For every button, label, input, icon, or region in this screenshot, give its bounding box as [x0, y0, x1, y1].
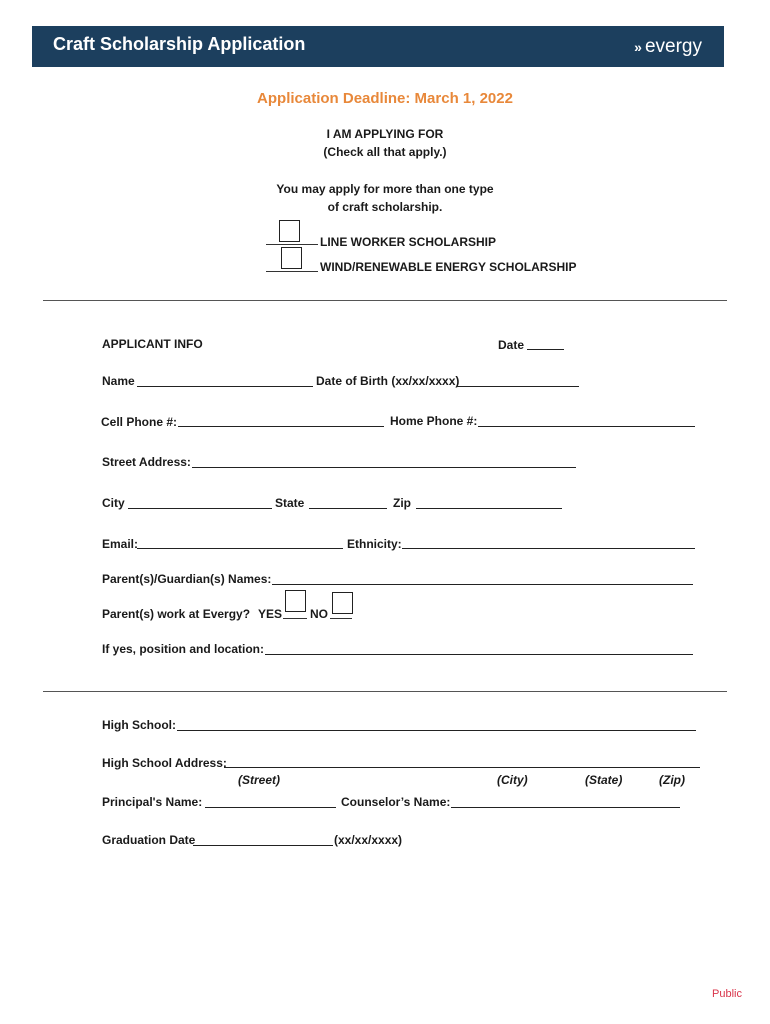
state-label: State: [275, 496, 305, 510]
wind-renewable-checkbox[interactable]: [281, 247, 302, 269]
street-sublabel: (Street): [238, 773, 281, 787]
city-field[interactable]: [128, 508, 272, 509]
email-field[interactable]: [137, 548, 343, 549]
zip-label: Zip: [393, 496, 411, 510]
date-label: Date: [498, 338, 525, 352]
graduation-format: (xx/xx/xxxx): [334, 833, 403, 847]
email-label: Email:: [102, 537, 139, 551]
dob-label: Date of Birth (xx/xx/xxxx): [316, 374, 460, 388]
parents-names-label: Parent(s)/Guardian(s) Names:: [102, 572, 272, 586]
high-school-field[interactable]: [177, 730, 696, 731]
logo-text: evergy: [644, 36, 702, 57]
cell-phone-label: Cell Phone #:: [101, 415, 178, 429]
school-address-label: High School Address:: [102, 756, 227, 770]
home-phone-label: Home Phone #:: [390, 414, 478, 428]
option-line: [266, 271, 318, 272]
ethnicity-label: Ethnicity:: [347, 537, 402, 551]
option-line: [266, 244, 318, 245]
ethnicity-field[interactable]: [402, 548, 695, 549]
line-worker-label: LINE WORKER SCHOLARSHIP: [320, 235, 497, 249]
line-worker-checkbox[interactable]: [279, 220, 300, 242]
counselor-field[interactable]: [451, 807, 680, 808]
position-field[interactable]: [265, 654, 693, 655]
apply-note-line2: of craft scholarship.: [327, 200, 443, 214]
parent-work-label: Parent(s) work at Evergy?: [102, 607, 251, 621]
street-address-label: Street Address:: [102, 455, 191, 469]
wind-renewable-label: WIND/RENEWABLE ENERGY SCHOLARSHIP: [320, 260, 577, 274]
no-checkbox[interactable]: [332, 592, 353, 614]
zip-field[interactable]: [416, 508, 562, 509]
apply-note-line1: You may apply for more than one type: [276, 182, 494, 196]
application-deadline: Application Deadline: March 1, 2022: [257, 90, 513, 107]
position-label: If yes, position and location:: [102, 642, 265, 656]
applying-for-heading: I AM APPLYING FOR: [326, 127, 444, 141]
name-field[interactable]: [137, 386, 313, 387]
graduation-label: Graduation Date: [102, 833, 196, 847]
classification-label: Public: [712, 988, 742, 1000]
state-sublabel: (State): [585, 773, 623, 787]
home-phone-field[interactable]: [478, 426, 695, 427]
yes-line: [283, 618, 307, 619]
principal-label: Principal's Name:: [102, 795, 203, 809]
check-all-note: (Check all that apply.): [323, 145, 447, 159]
city-label: City: [102, 496, 125, 510]
section-divider: [43, 300, 727, 301]
parents-names-field[interactable]: [272, 584, 693, 585]
city-sublabel: (City): [497, 773, 528, 787]
date-field[interactable]: [527, 349, 564, 350]
dob-field[interactable]: [457, 386, 579, 387]
chevron-right-icon: »: [634, 39, 639, 55]
evergy-logo: [634, 36, 702, 58]
applicant-info-heading: APPLICANT INFO: [102, 337, 203, 351]
street-address-field[interactable]: [192, 467, 576, 468]
yes-checkbox[interactable]: [285, 590, 306, 612]
section-divider: [43, 691, 727, 692]
principal-field[interactable]: [205, 807, 336, 808]
no-label: NO: [310, 607, 328, 621]
state-field[interactable]: [309, 508, 387, 509]
zip-sublabel: (Zip): [659, 773, 685, 787]
counselor-label: Counselor’s Name:: [341, 795, 451, 809]
header-banner: [32, 26, 724, 67]
form-title: Craft Scholarship Application: [53, 34, 306, 54]
name-label: Name: [102, 374, 135, 388]
high-school-label: High School:: [102, 718, 176, 732]
graduation-field[interactable]: [193, 845, 333, 846]
school-address-field[interactable]: [224, 767, 700, 768]
no-line: [330, 618, 352, 619]
cell-phone-field[interactable]: [178, 426, 384, 427]
yes-label: YES: [258, 607, 283, 621]
